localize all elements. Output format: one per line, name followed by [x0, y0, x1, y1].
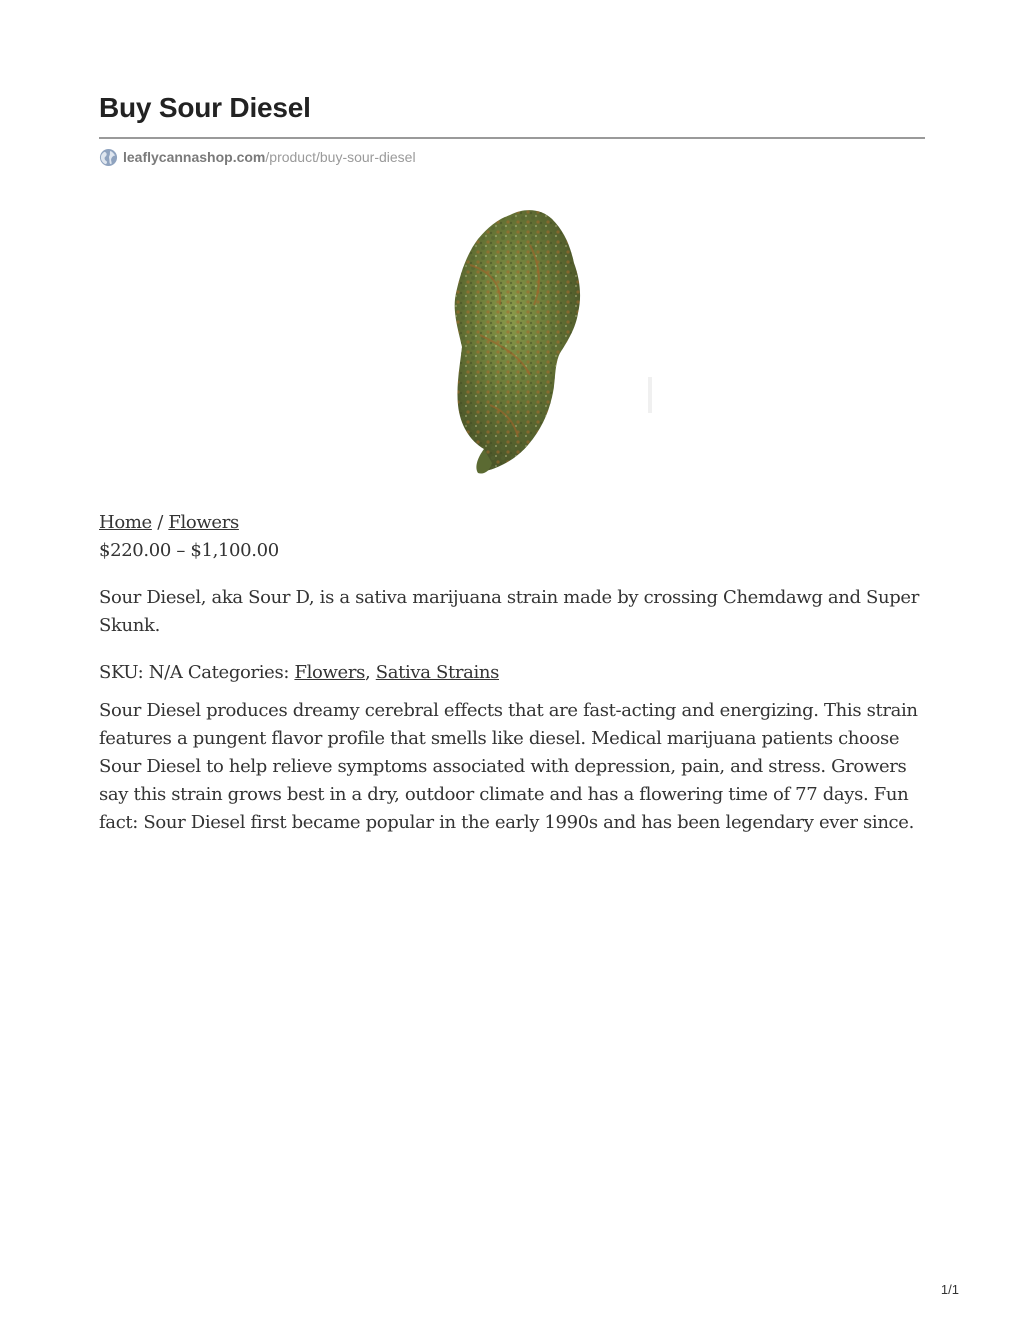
- page-number: 1/1: [940, 1282, 959, 1297]
- long-description: Sour Diesel produces dreamy cerebral effects that are fast-acting and energizing. This strain features a pungent flavor profile that smells like diesel. Medical marijuana patients choose Sour Diesel to help relieve symptoms associated with depression, pain, and stress. Growers say this strain grows best in a dry, outdoor climate and has a flowering time of 77 days. Fun fact: Sour Diesel first became popular in the early 1990s and has been legendary ever since.: [99, 700, 918, 833]
- short-description: Sour Diesel, aka Sour D, is a sativa marijuana strain made by crossing Chemdawg and Super Skunk.: [99, 587, 919, 636]
- product-price: $220.00 – $1,100.00: [99, 540, 279, 561]
- category-link-sativa-strains[interactable]: Sativa Strains: [375, 662, 500, 683]
- source-path: /product/buy-sour-diesel: [265, 149, 416, 165]
- globe-icon: [99, 148, 118, 167]
- category-link-flowers[interactable]: Flowers: [294, 662, 365, 683]
- breadcrumb-home-link[interactable]: Home: [99, 512, 152, 533]
- title-divider: [99, 137, 925, 139]
- sku-value: N/A: [148, 662, 183, 683]
- categories-label: Categories:: [187, 662, 290, 683]
- page-title: Buy Sour Diesel: [99, 92, 311, 123]
- breadcrumb-separator: /: [157, 512, 163, 533]
- breadcrumb: [99, 510, 239, 536]
- sku-label: SKU:: [99, 662, 144, 683]
- categories: [188, 662, 499, 683]
- breadcrumb-flowers-link[interactable]: Flowers: [168, 512, 239, 533]
- source-url[interactable]: [99, 147, 416, 167]
- category-separator: ,: [365, 662, 371, 683]
- product-image: [430, 205, 670, 480]
- source-domain: leaflycannashop.com: [123, 149, 266, 165]
- product-meta: [99, 660, 499, 686]
